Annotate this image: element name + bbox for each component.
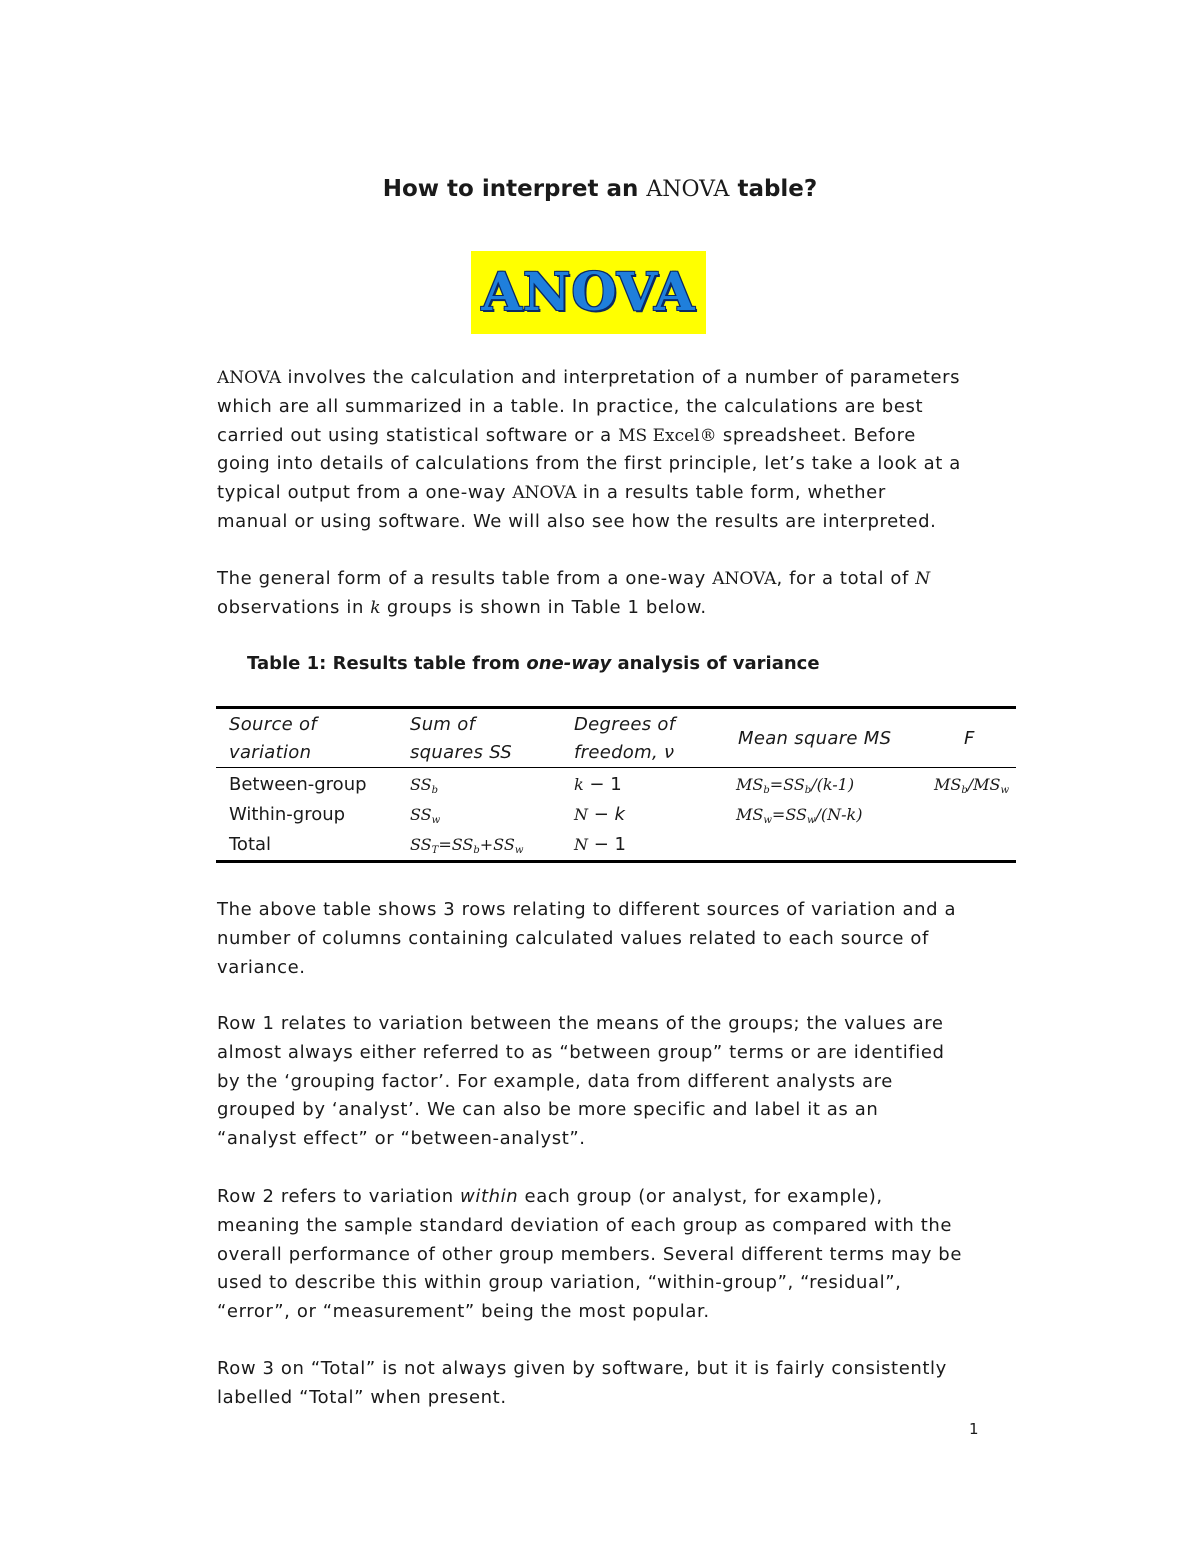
row-between-ms: $MS_b=SS_b/(k-1)$ — [736, 775, 855, 796]
page-title: How to interpret an ANOVA table? — [382, 176, 818, 202]
header-degrees-of-freedom: Degrees of freedom, ν — [574, 714, 676, 763]
header-sum-of-squares: Sum of squares SS — [410, 714, 513, 763]
row-total-source: Total — [229, 834, 272, 855]
after-table-paragraph: The above table shows 3 rows relating to different sources of variation and a number of columns containing calculated values related to each source of variance. — [217, 899, 957, 978]
row-within-source: Within-group — [229, 804, 346, 825]
general-form-paragraph: The general form of a results table from a one-way ANOVA, for a total of N observations in k groups is shown in Table 1 below. — [217, 568, 931, 618]
row2-paragraph: Row 2 refers to variation within each group (or analyst, for example), meaning the sample standard deviation of each group as compared with the overall performance of other group members. Several different terms may be used to describe this within group variation, “within-group”, “residual”, “error”, or “measurement” being the most popular. — [217, 1186, 963, 1323]
page-number: 1 — [969, 1420, 979, 1438]
intro-paragraph: ANOVA involves the calculation and interpretation of a number of parameters which are all summarized in a table. In practice, the calculations are best carried out using statistical software or a MS Excel® spreadsheet. Before going into details of calculations from the first principle, let’s take a look at a typical output from a one-way ANOVA in a results table form, whether manual or using software. We will also see how the results are interpreted. — [217, 367, 961, 532]
row-total-df: N − 1 — [574, 834, 626, 855]
row3-paragraph: Row 3 on “Total” is not always given by software, but it is fairly consistently labelled “Total” when present. — [217, 1358, 947, 1408]
table-bottom-rule — [216, 860, 1016, 863]
header-f: F — [964, 728, 975, 749]
row-within-df: N − k — [574, 804, 625, 825]
row-within-ss: $SS_w$ — [410, 805, 441, 826]
table-top-rule — [216, 706, 1016, 709]
anova-logo — [471, 251, 706, 334]
row-between-f: $MS_b/MS_w$ — [934, 775, 1010, 796]
header-source: Source of variation — [229, 714, 317, 763]
table-header-rule — [216, 767, 1016, 768]
row-between-ss: $SS_b$ — [410, 775, 439, 796]
table-caption: Table 1: Results table from one-way analysis of variance — [247, 653, 820, 674]
anova-logo-text: ANOVA — [481, 262, 696, 323]
row-between-source: Between-group — [229, 774, 367, 795]
row-within-ms: $MS_w=SS_w/(N-k)$ — [736, 805, 863, 826]
row1-paragraph: Row 1 relates to variation between the means of the groups; the values are almost always either referred to as “between group” terms or are identified by the ‘grouping factor’. For example, data from different analysts are grouped by ‘analyst’. We can also be more specific and label it as an “analyst effect” or “between-analyst”. — [217, 1013, 945, 1150]
header-mean-square: Mean square MS — [738, 728, 892, 749]
row-between-df: k − 1 — [574, 774, 622, 795]
row-total-ss: $SS_T=SS_b+SS_w$ — [410, 835, 524, 856]
